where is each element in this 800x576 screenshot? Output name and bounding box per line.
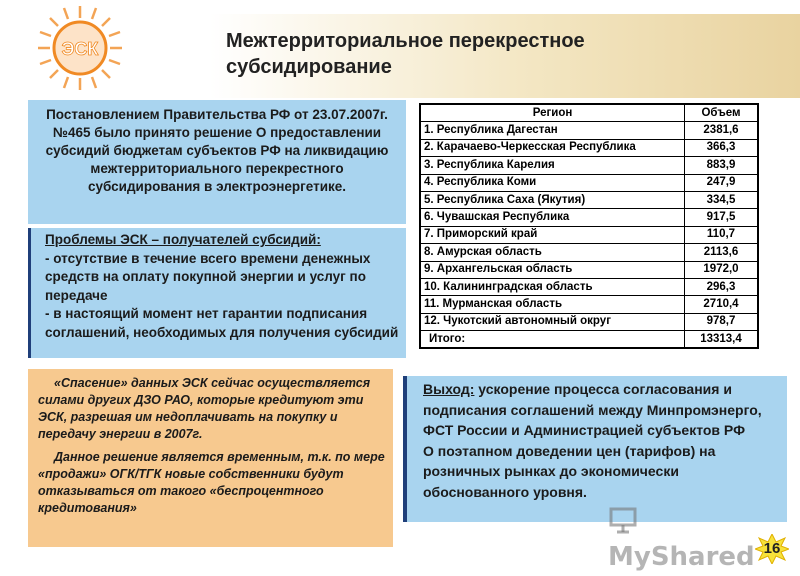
rescue-box (28, 369, 393, 547)
table-header-row (420, 104, 758, 122)
rescue-paragraph-1: «Спасение» данных ЭСК сейчас осуществляется силами других ДЗО РАО, которые кредитуют эти ЭСК, разрешая им недоплачивать на покупку и передачу энергии в 2007г. (38, 376, 371, 441)
table-row (420, 296, 758, 313)
rescue-paragraph-2: Данное решение является временным, т.к. по мере «продажи» ОГК/ТГК новые собственники будут отказываться от такого «беспроцентного кредитования» (38, 450, 385, 515)
table-row (420, 122, 758, 139)
region-name-cell: 9. Архангельская область (420, 261, 685, 278)
title-line-2: субсидирование (226, 56, 392, 78)
company-logo (30, 4, 130, 92)
regions-table (419, 103, 759, 349)
region-name-cell: 6. Чувашская Республика (420, 209, 685, 226)
region-name-cell: 4. Республика Коми (420, 174, 685, 191)
page-number (755, 534, 789, 564)
problem-item-2: - в настоящий момент нет гарантии подписания соглашений, необходимых для получения субсидий (45, 306, 399, 340)
region-volume-cell: 2113,6 (685, 244, 759, 261)
table-row (420, 278, 758, 295)
region-name-cell: 5. Республика Саха (Якутия) (420, 191, 685, 208)
watermark-text: MyShared (608, 542, 755, 572)
region-name-cell: 8. Амурская область (420, 244, 685, 261)
decree-text: Постановлением Правительства РФ от 23.07.2007г. №465 было принято решение О предоставлении субсидий бюджетам субъектов РФ на ликвидацию межтерриториального перекрестного субсидирования в электроэнергетике. (45, 107, 389, 194)
table-total-row (420, 331, 758, 349)
region-name-cell: 3. Республика Карелия (420, 157, 685, 174)
table-row (420, 191, 758, 208)
way-out-first (423, 379, 783, 441)
regions-body (420, 122, 758, 331)
way-out-text-1: ускорение процесса согласования и подписания соглашений между Минпромэнерго, ФСТ России и Администрацией субъектов РФ (423, 381, 762, 438)
region-name-cell: 7. Приморский край (420, 226, 685, 243)
table-row (420, 157, 758, 174)
region-volume-cell: 1972,0 (685, 261, 759, 278)
table-row (420, 139, 758, 156)
region-volume-cell: 247,9 (685, 174, 759, 191)
region-volume-cell: 334,5 (685, 191, 759, 208)
table-row (420, 244, 758, 261)
decree-box (28, 100, 406, 224)
total-label: Итого: (420, 331, 685, 349)
region-name-cell: 2. Карачаево-Черкесская Республика (420, 139, 685, 156)
table-row (420, 261, 758, 278)
region-name-cell: 10. Калининградская область (420, 278, 685, 295)
region-name-cell: 12. Чукотский автономный округ (420, 313, 685, 330)
presentation-icon (608, 506, 638, 534)
page-number-text: 16 (763, 540, 781, 557)
region-volume-cell: 110,7 (685, 226, 759, 243)
region-volume-cell: 296,3 (685, 278, 759, 295)
region-name-cell: 1. Республика Дагестан (420, 122, 685, 139)
table-row (420, 209, 758, 226)
page-title (226, 28, 746, 80)
region-volume-cell: 2710,4 (685, 296, 759, 313)
way-out-label: Выход: (423, 381, 475, 397)
region-volume-cell: 883,9 (685, 157, 759, 174)
region-volume-cell: 2381,6 (685, 122, 759, 139)
title-line-1: Межтерриториальное перекрестное (226, 30, 585, 52)
logo-text: ЭСК (61, 39, 99, 59)
problems-box (28, 228, 406, 358)
region-volume-cell: 366,3 (685, 139, 759, 156)
header-region: Регион (420, 104, 685, 122)
table-row (420, 313, 758, 330)
region-volume-cell: 978,7 (685, 313, 759, 330)
problem-item-1: - отсутствие в течение всего времени денежных средств на оплату покупной энергии и услуг по передаче (45, 250, 371, 303)
table-row (420, 174, 758, 191)
total-value: 13313,4 (685, 331, 759, 349)
region-volume-cell: 917,5 (685, 209, 759, 226)
problems-title: Проблемы ЭСК – получателей субсидий: (45, 232, 321, 247)
table-row (420, 226, 758, 243)
way-out-text-2: О поэтапном доведении цен (тарифов) на розничных рынках до экономически обоснованного уровня. (423, 442, 716, 500)
header-volume: Объем (685, 104, 759, 122)
region-name-cell: 11. Мурманская область (420, 296, 685, 313)
